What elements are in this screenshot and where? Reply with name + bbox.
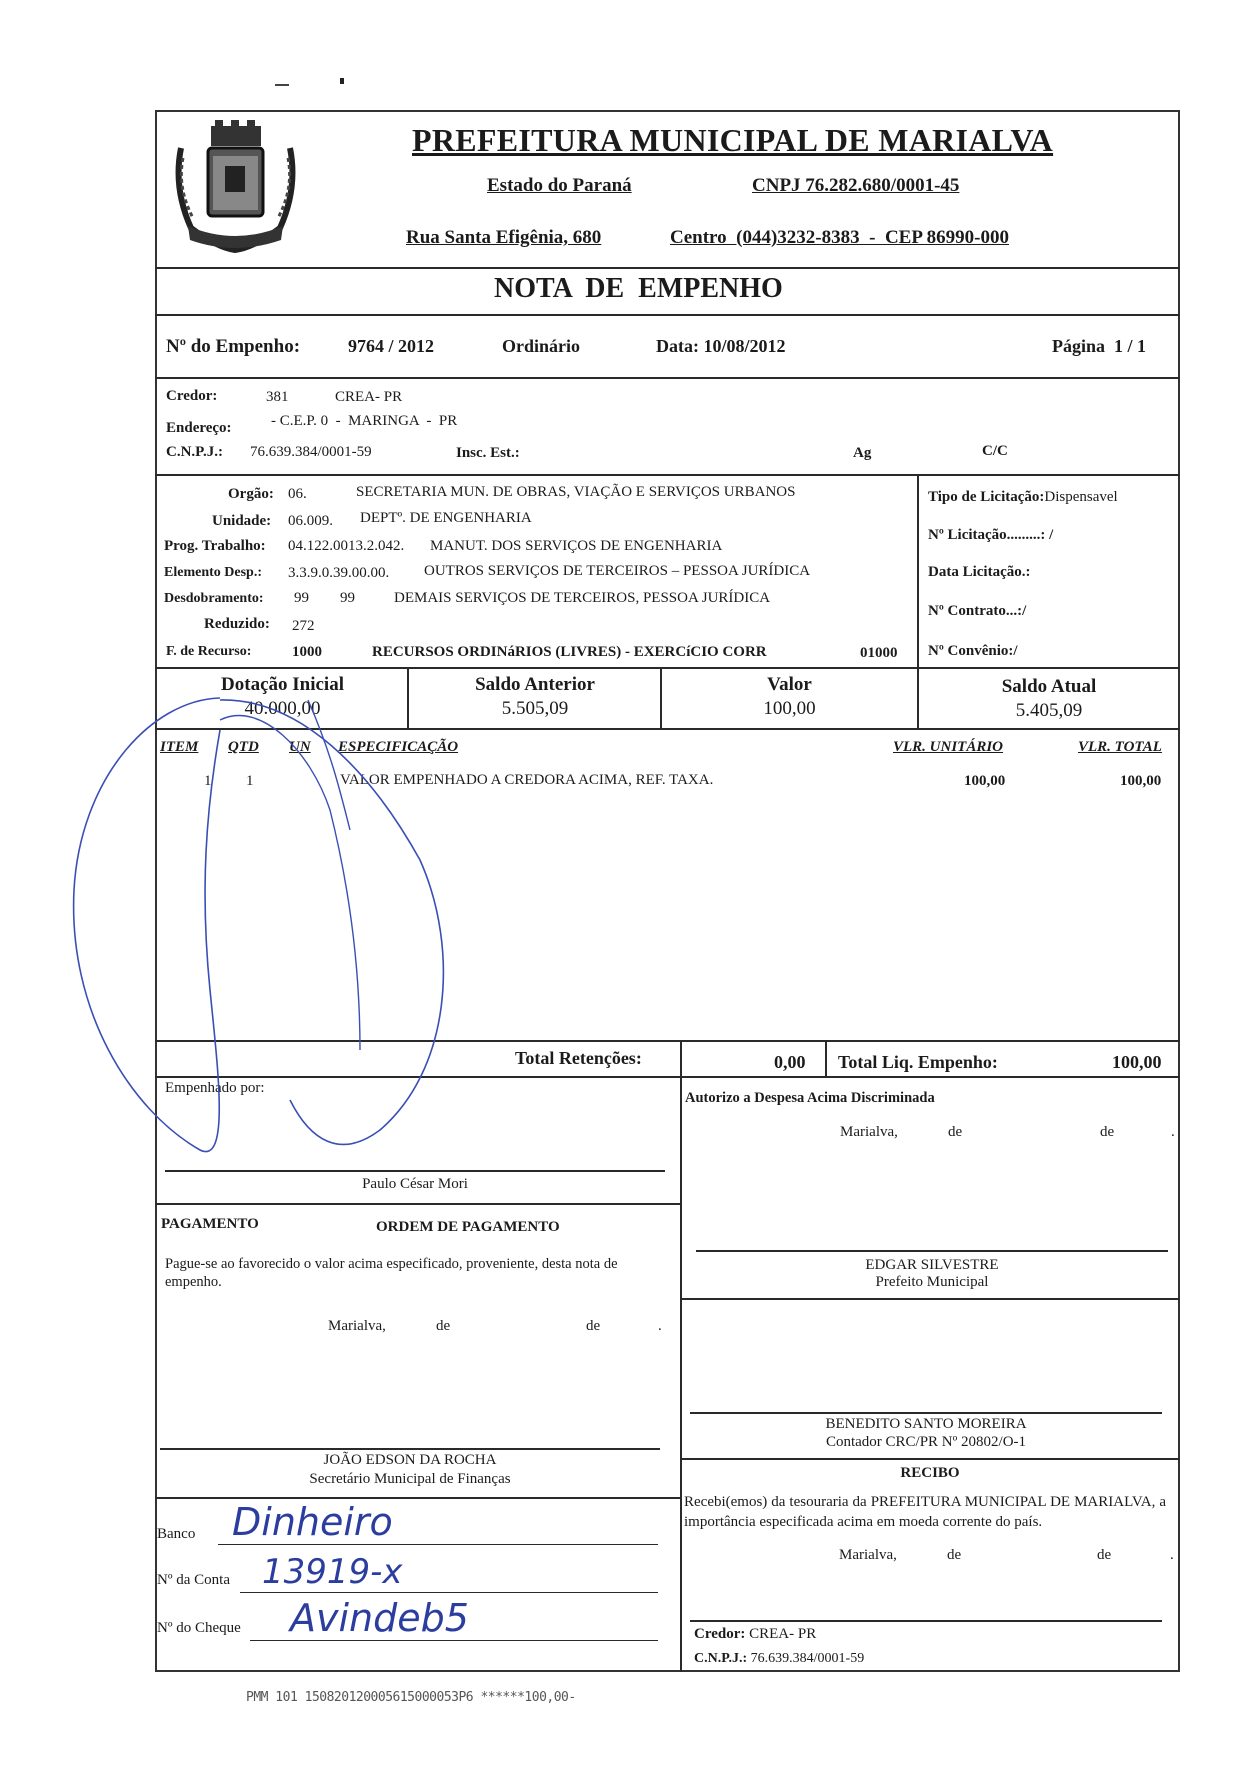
credor-cnpj-label: C.N.P.J.:	[166, 444, 223, 460]
unidade-description: DEPTº. DE ENGENHARIA	[360, 510, 532, 526]
data-licitacao: Data Licitação.:	[928, 564, 1031, 580]
prefeito-name: EDGAR SILVESTRE	[865, 1257, 999, 1273]
saldo-atual-value: 5.405,09	[1015, 700, 1083, 721]
header-street: Rua Santa Efigênia, 680	[406, 227, 602, 248]
address-label: Endereço:	[166, 420, 232, 436]
cheque-label: Nº do Cheque	[157, 1620, 241, 1636]
banco-label: Banco	[157, 1526, 196, 1542]
empenho-date: Data: 10/08/2012	[656, 336, 786, 356]
secretario-name: JOÃO EDSON DA ROCHA	[323, 1452, 497, 1468]
tipo-licitacao-label: Tipo de Licitação:	[928, 489, 1045, 505]
desdobramento-code-1: 99	[294, 590, 309, 606]
contador-title: Contador CRC/PR Nº 20802/O-1	[825, 1434, 1027, 1450]
cc-label: C/C	[982, 443, 1008, 459]
total-liquido-value: 100,00	[1112, 1052, 1162, 1072]
programa-label: Prog. Trabalho:	[164, 538, 266, 554]
elemento-label: Elemento Desp.:	[164, 565, 262, 580]
numero-contrato: Nº Contrato...:/	[928, 603, 1027, 619]
right-de-2: de	[1100, 1124, 1115, 1140]
dotacao-inicial-label: Dotação Inicial	[221, 674, 344, 695]
column-header-especificacao: ESPECIFICAÇÃO	[338, 739, 459, 755]
item-description: VALOR EMPENHADO A CREDORA ACIMA, REF. TAXA.	[340, 772, 714, 788]
recibo-title: RECIBO	[900, 1465, 960, 1481]
recurso-code: 1000	[292, 644, 322, 660]
orgao-label: Orgão:	[228, 486, 274, 502]
unidade-label: Unidade:	[212, 513, 272, 529]
total-retencoes-value: 0,00	[774, 1052, 806, 1072]
elemento-code: 3.3.9.0.39.00.00.	[288, 565, 390, 581]
reduzido-label: Reduzido:	[204, 616, 270, 632]
insc-est-label: Insc. Est.:	[456, 445, 520, 461]
conta-handwritten: 13919-x	[262, 1552, 403, 1592]
item-qtd: 1	[246, 773, 254, 789]
pagamento-title: PAGAMENTO	[161, 1216, 259, 1232]
recibo-credor-value: CREA- PR	[749, 1626, 817, 1642]
credor-label: Credor:	[166, 388, 218, 404]
handwritten-loop-mark	[60, 690, 460, 1170]
credor-cnpj: 76.639.384/0001-59	[250, 444, 372, 460]
header-cnpj: CNPJ 76.282.680/0001-45	[752, 175, 960, 196]
item-total-value: 100,00	[1120, 773, 1162, 789]
page-number: Página 1 / 1	[1052, 336, 1147, 356]
item-unit-value: 100,00	[964, 773, 1006, 789]
tipo-licitacao	[928, 489, 1118, 506]
valor-label: Valor	[767, 674, 812, 695]
tipo-licitacao-value: Dispensavel	[1044, 489, 1118, 505]
date-dot: .	[658, 1318, 662, 1334]
right-marialva-label: Marialva,	[840, 1124, 898, 1140]
saldo-anterior-label: Saldo Anterior	[475, 674, 595, 695]
column-header-item: ITEM	[160, 739, 199, 755]
credor-code: 381	[266, 389, 289, 405]
page-title: PREFEITURA MUNICIPAL DE MARIALVA	[412, 122, 1054, 158]
recurso-label: F. de Recurso:	[166, 644, 252, 659]
empenhado-por-label: Empenhado por:	[165, 1080, 265, 1096]
reduzido-value: 272	[292, 618, 315, 634]
ag-label: Ag	[853, 445, 872, 461]
right-de-1: de	[948, 1124, 963, 1140]
orgao-description: SECRETARIA MUN. DE OBRAS, VIAÇÃO E SERVIÇOS URBANOS	[356, 484, 796, 500]
column-header-unit-value: VLR. UNITÁRIO	[893, 739, 1004, 755]
saldo-atual-label: Saldo Atual	[1001, 676, 1097, 697]
recibo-cnpj	[694, 1651, 864, 1667]
document-type-title: NOTA DE EMPENHO	[494, 273, 783, 304]
recibo-cnpj-value: 76.639.384/0001-59	[750, 1651, 865, 1666]
date-de-2: de	[586, 1318, 601, 1334]
desdobramento-description: DEMAIS SERVIÇOS DE TERCEIROS, PESSOA JURÍDICA	[394, 590, 771, 606]
recibo-credor-label: Credor:	[694, 1626, 746, 1642]
date-de-1: de	[436, 1318, 451, 1334]
recibo-de-1: de	[947, 1547, 962, 1563]
elemento-description: OUTROS SERVIÇOS DE TERCEIROS – PESSOA JURÍDICA	[424, 563, 811, 579]
empenho-number: 9764 / 2012	[348, 336, 435, 356]
numero-convenio: Nº Convênio:/	[928, 643, 1018, 659]
prefeito-title: Prefeito Municipal	[875, 1274, 989, 1290]
marialva-date-label: Marialva,	[328, 1318, 386, 1334]
credor-name: CREA- PR	[335, 389, 403, 405]
empenho-type: Ordinário	[502, 336, 581, 356]
address-value: - C.E.P. 0 - MARINGA - PR	[271, 413, 458, 429]
recurso-code-2: 01000	[860, 645, 898, 661]
recibo-cnpj-label: C.N.P.J.:	[694, 1651, 748, 1666]
unidade-code: 06.009.	[288, 513, 333, 529]
empenho-number-label: Nº do Empenho:	[166, 336, 301, 357]
programa-description: MANUT. DOS SERVIÇOS DE ENGENHARIA	[430, 538, 723, 554]
ordem-pagamento-title: ORDEM DE PAGAMENTO	[376, 1219, 560, 1235]
right-dot-1: .	[1171, 1124, 1175, 1140]
column-header-total-value: VLR. TOTAL	[1078, 739, 1162, 755]
secretario-title: Secretário Municipal de Finanças	[309, 1471, 511, 1487]
empenhado-por-name: Paulo César Mori	[362, 1176, 468, 1192]
pague-se-text: Pague-se ao favorecido o valor acima especificado, proveniente, desta nota de empenho.	[165, 1256, 618, 1290]
column-header-un: UN	[289, 739, 311, 755]
dotacao-inicial-value: 40.000,00	[244, 698, 321, 719]
banco-handwritten: Dinheiro	[232, 1500, 393, 1544]
saldo-anterior-value: 5.505,09	[501, 698, 569, 719]
recibo-dot: .	[1170, 1547, 1174, 1563]
recibo-text: Recebi(emos) da tesouraria da PREFEITURA MUNICIPAL DE MARIALVA, a importância especificada acima em moeda corrente do país.	[684, 1494, 1166, 1530]
footer-code: PMM 101 150820120005615000053P6 ******100,00-	[246, 1690, 576, 1705]
scan-mark	[275, 84, 289, 86]
contador-name: BENEDITO SANTO MOREIRA	[825, 1416, 1027, 1432]
recibo-credor	[694, 1626, 816, 1643]
state-name: Estado do Paraná	[487, 175, 632, 196]
total-liquido-label: Total Liq. Empenho:	[838, 1052, 998, 1072]
coat-of-arms-icon	[163, 118, 308, 258]
recibo-de-2: de	[1097, 1547, 1112, 1563]
numero-licitacao: Nº Licitação.........: /	[928, 527, 1054, 543]
recurso-description: RECURSOS ORDINáRIOS (LIVRES) - EXERCíCIO CORR	[372, 644, 767, 660]
item-number: 1	[204, 773, 212, 789]
cheque-handwritten: Avindeb5	[290, 1596, 469, 1640]
header-address: Centro (044)3232-8383 - CEP 86990-000	[670, 227, 1009, 248]
column-header-qtd: QTD	[228, 739, 259, 755]
scan-mark	[340, 78, 344, 84]
recibo-marialva-label: Marialva,	[839, 1547, 897, 1563]
orgao-code: 06.	[288, 486, 307, 502]
valor-value: 100,00	[763, 698, 816, 719]
conta-label: Nº da Conta	[157, 1572, 230, 1588]
total-retencoes-label: Total Retenções:	[515, 1048, 642, 1068]
desdobramento-code-2: 99	[340, 590, 355, 606]
autorizo-text: Autorizo a Despesa Acima Discriminada	[685, 1090, 935, 1106]
programa-code: 04.122.0013.2.042.	[288, 538, 405, 554]
desdobramento-label: Desdobramento:	[164, 591, 264, 606]
